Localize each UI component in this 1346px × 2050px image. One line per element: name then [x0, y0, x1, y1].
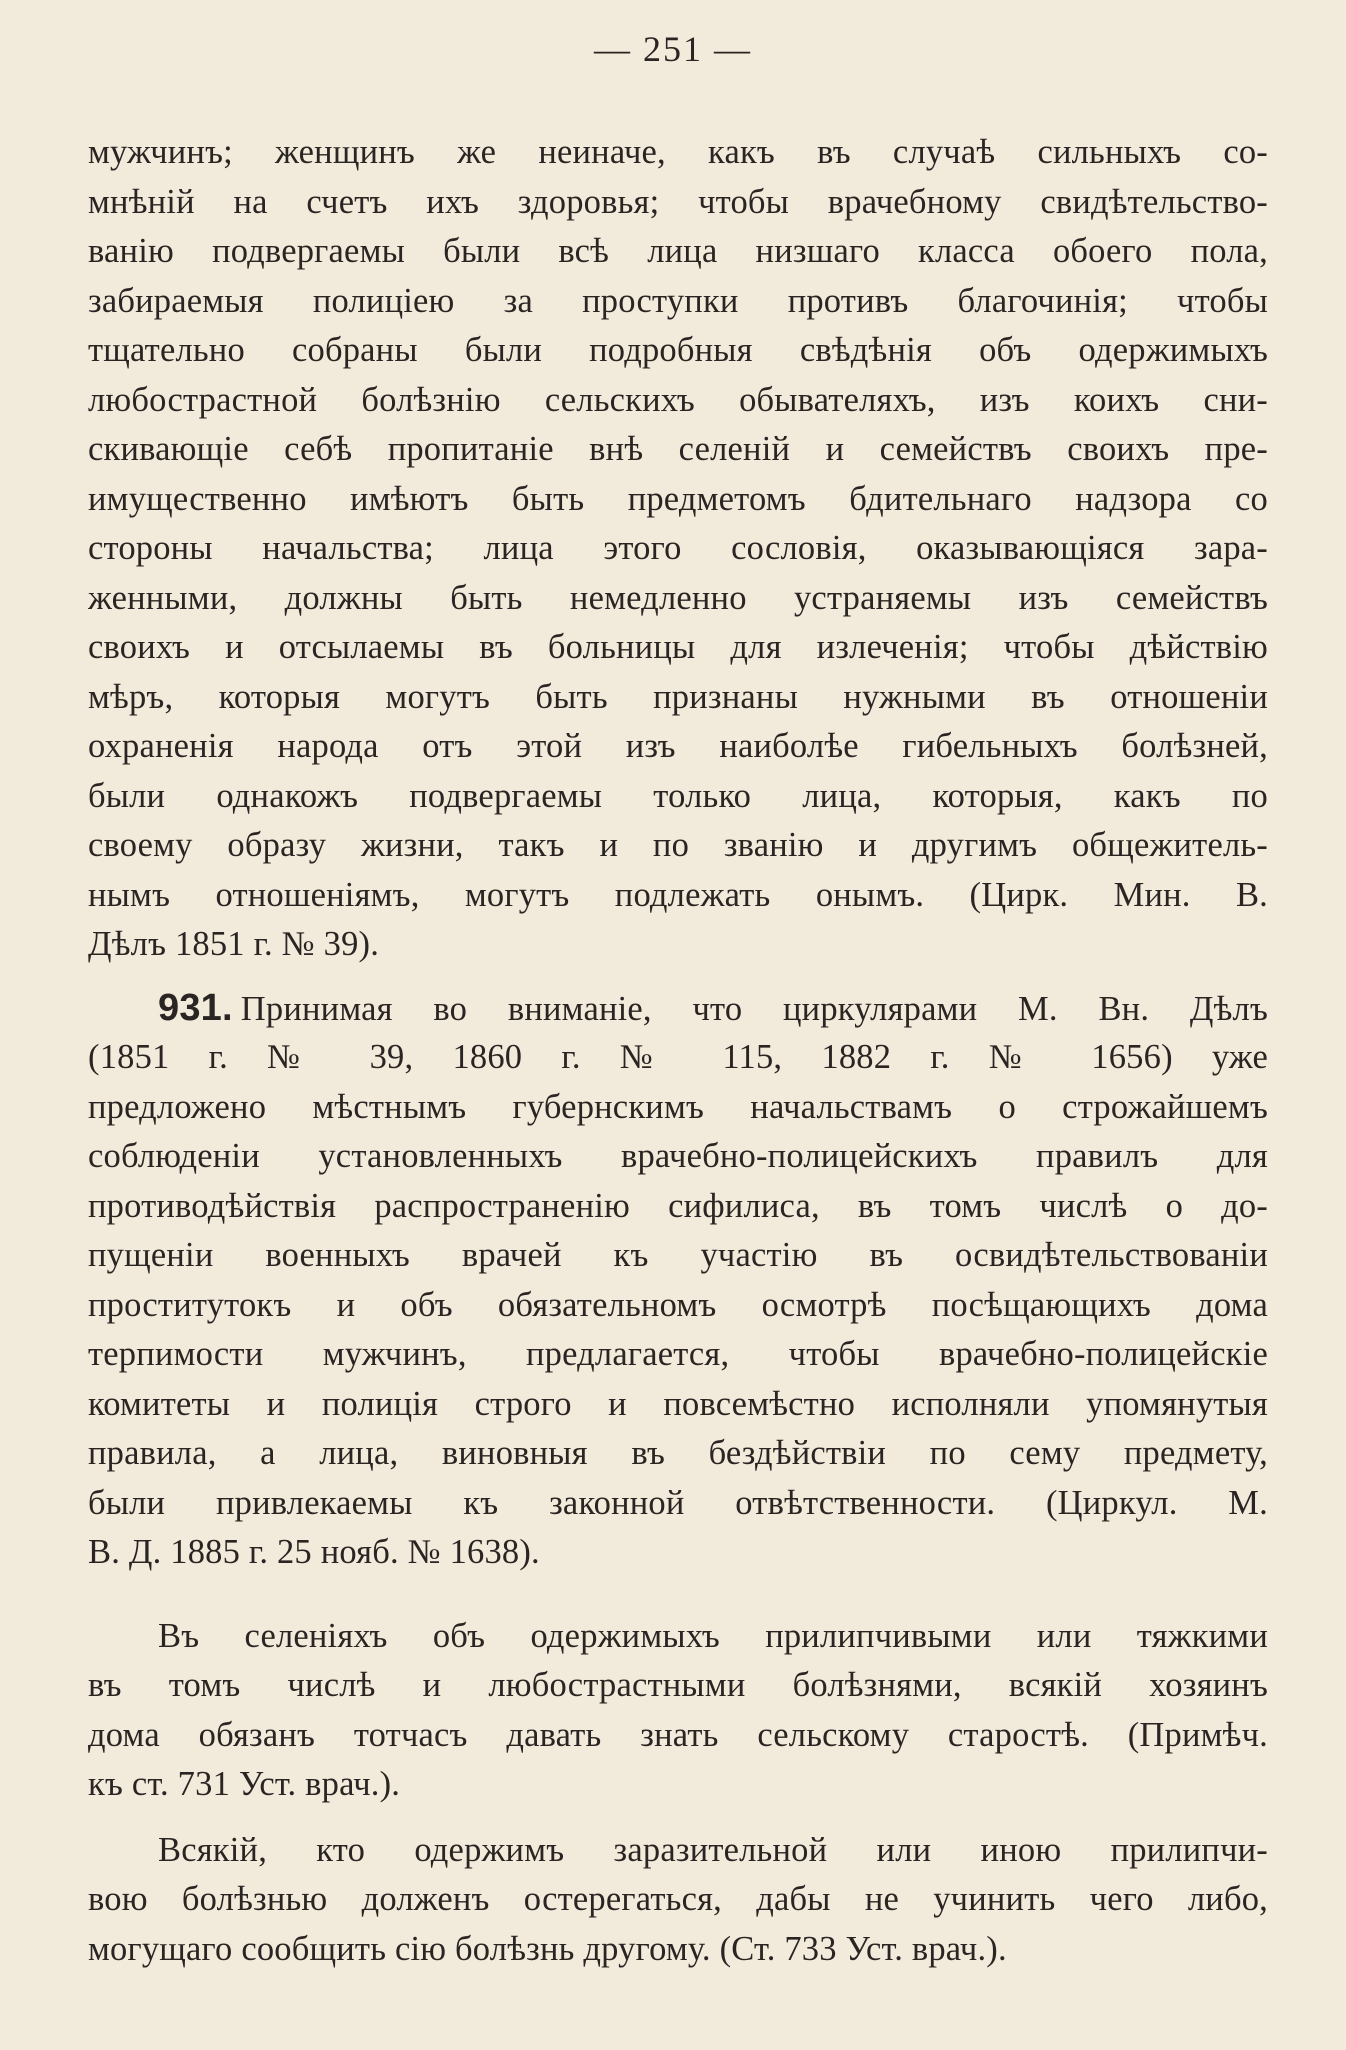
paragraph-article-733: [88, 1826, 1268, 1975]
text-line: комитеты и полиція строго и повсемѣстно исполняли упомянутыя: [88, 1384, 1268, 1423]
text-line: противодѣйствія распространенію сифилиса, въ томъ числѣ о до-: [88, 1186, 1268, 1225]
text-line: дома обязанъ тотчасъ давать знать сельскому старостѣ. (Примѣч.: [88, 1715, 1268, 1754]
text-line: (1851 г. № 39, 1860 г. № 115, 1882 г. № 1656) уже: [88, 1038, 1268, 1076]
article-number: 931.: [158, 986, 233, 1029]
text-line: скивающіе себѣ пропитаніе внѣ селеній и семействъ своихъ пре-: [88, 430, 1268, 468]
text-line: забираемыя полиціею за проступки противъ благочинія; чтобы: [88, 281, 1268, 320]
article-931: [88, 984, 1268, 1578]
text-line: вою болѣзнью долженъ остерегаться, дабы не учинить чего либо,: [88, 1880, 1268, 1918]
text-line: Дѣлъ 1851 г. № 39).: [88, 925, 380, 963]
text-line: были однакожъ подвергаемы только лица, которыя, какъ по: [88, 776, 1268, 815]
text-line: Всякій, кто одержимъ заразительной или иною прилипчи-: [158, 1830, 1268, 1869]
text-line: своему образу жизни, такъ и по званію и другимъ общежитель-: [88, 826, 1268, 864]
text-line: мнѣній на счетъ ихъ здоровья; чтобы врачебному свидѣтельство-: [88, 182, 1268, 221]
text-line: нымъ отношеніямъ, могутъ подлежать онымъ. (Цирк. Мин. В.: [88, 875, 1268, 914]
paragraph-note: [88, 1612, 1268, 1810]
text-line-first: [88, 984, 1268, 1034]
text-line: охраненія народа отъ этой изъ наиболѣе гибельныхъ болѣзней,: [88, 727, 1268, 765]
text-line: своихъ и отсылаемы въ больницы для излеченія; чтобы дѣйствію: [88, 628, 1268, 666]
page-number: — 251 —: [594, 29, 752, 69]
text-line: женными, должны быть немедленно устраняемы изъ семействъ: [88, 578, 1268, 617]
body-text: [88, 128, 1268, 1988]
text-line: Въ селеніяхъ объ одержимыхъ прилипчивыми или тяжкими: [158, 1616, 1268, 1655]
text-line: къ ст. 731 Уст. врач.).: [88, 1765, 401, 1803]
text-line: тщательно собраны были подробныя свѣдѣнія объ одержимыхъ: [88, 331, 1268, 369]
article-first-line: Принимая во вниманіе, что циркулярами М. Вн. Дѣлъ: [240, 989, 1268, 1028]
text-line: мужчинъ; женщинъ же неиначе, какъ въ случаѣ сильныхъ со-: [88, 133, 1268, 171]
text-line: въ томъ числѣ и любострастными болѣзнями, всякій хозяинъ: [88, 1666, 1268, 1704]
text-line: стороны начальства; лица этого сословія, оказывающіяся зара-: [88, 529, 1268, 567]
text-line: соблюденіи установленныхъ врачебно-полицейскихъ правилъ для: [88, 1137, 1268, 1175]
text-line: имущественно имѣютъ быть предметомъ бдительнаго надзора со: [88, 479, 1268, 518]
text-line: ванію подвергаемы были всѣ лица низшаго класса обоего пола,: [88, 232, 1268, 270]
text-line: могущаго сообщить сію болѣзнь другому. (Ст. 733 Уст. врач.).: [88, 1929, 1007, 1968]
paragraph-continuation: [88, 128, 1268, 970]
text-line: правила, а лица, виновныя въ бездѣйствіи по сему предмету,: [88, 1434, 1268, 1472]
text-line: проститутокъ и объ обязательномъ осмотрѣ посѣщающихъ дома: [88, 1285, 1268, 1324]
text-line: пущеніи военныхъ врачей къ участію въ освидѣтельствованіи: [88, 1236, 1268, 1274]
text-line: были привлекаемы къ законной отвѣтственности. (Циркул. М.: [88, 1483, 1268, 1522]
text-line: терпимости мужчинъ, предлагается, чтобы врачебно-полицейскіе: [88, 1335, 1268, 1373]
text-line: любострастной болѣзнію сельскихъ обывателяхъ, изъ коихъ сни-: [88, 380, 1268, 419]
text-line: В. Д. 1885 г. 25 нояб. № 1638).: [88, 1533, 540, 1571]
text-line: предложено мѣстнымъ губернскимъ начальствамъ о строжайшемъ: [88, 1087, 1268, 1126]
text-line: мѣръ, которыя могутъ быть признаны нужными въ отношеніи: [88, 677, 1268, 716]
